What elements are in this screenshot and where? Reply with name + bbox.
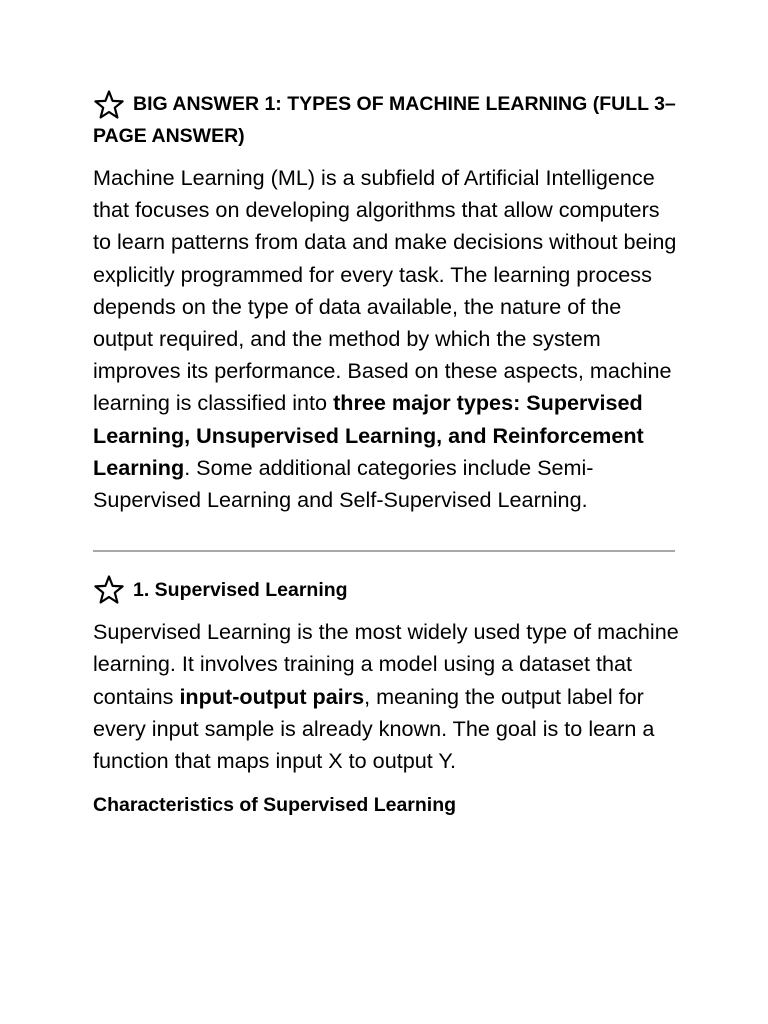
supervised-text-part-1: Supervised Learning is the most widely used type of machine learning. It involves training a model using a dataset that contains bbox=[93, 619, 679, 709]
section-heading-supervised-learning bbox=[93, 574, 683, 606]
intro-text-part-2: . Some additional categories include Semi-Supervised Learning and Self-Supervised Learning. bbox=[93, 454, 594, 513]
document-page bbox=[93, 88, 683, 821]
section-title: BIG ANSWER 1: TYPES OF MACHINE LEARNING (FULL 3–PAGE ANSWER) bbox=[93, 93, 676, 147]
intro-paragraph bbox=[93, 162, 683, 516]
supervised-paragraph bbox=[93, 616, 683, 777]
star-outline-icon bbox=[93, 89, 125, 126]
supervised-bold-pairs: input-output pairs bbox=[179, 683, 365, 709]
horizontal-divider bbox=[93, 550, 675, 552]
star-outline-icon bbox=[93, 574, 125, 606]
intro-text-part-1: Machine Learning (ML) is a subfield of Artificial Intelligence that focuses on developing algorithms that allow computers to learn patterns from data and make decisions without being explicitly programmed for every task. The learning process depends on the type of data available, the nature of the output required, and the method by which the system improves its performance. Based on these aspects, machine learning is classified into bbox=[93, 165, 677, 416]
subheading-characteristics: Characteristics of Supervised Learning bbox=[93, 794, 457, 817]
supervised-text-part-2: , meaning the output label for every input sample is already known. The goal is to learn a function that maps input X to output Y. bbox=[93, 683, 655, 774]
section-title: 1. Supervised Learning bbox=[133, 579, 348, 602]
intro-bold-types: three major types: Supervised Learning, Unsupervised Learning, and Reinforcement Learning bbox=[93, 390, 644, 480]
section-heading-types-of-ml bbox=[93, 88, 683, 152]
